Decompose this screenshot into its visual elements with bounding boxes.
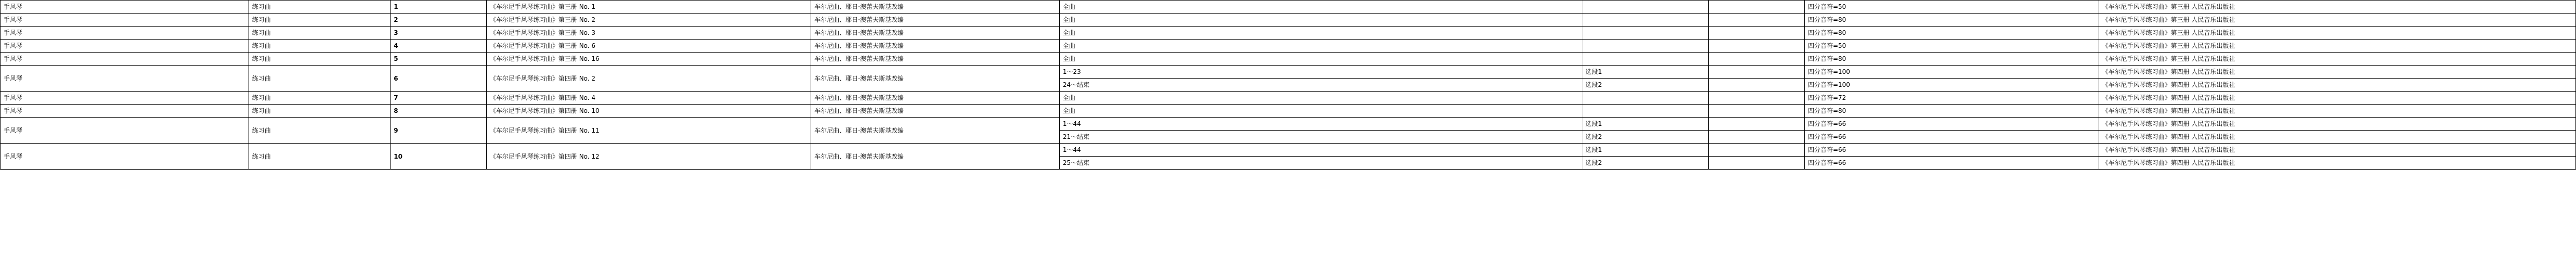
table-row[interactable] — [1, 118, 2576, 131]
cell-genre[interactable]: 练习曲 — [249, 1, 391, 14]
cell-genre[interactable]: 练习曲 — [249, 144, 391, 170]
cell-blank[interactable] — [1709, 92, 1805, 105]
cell-option[interactable]: 选段2 — [1582, 131, 1709, 144]
cell-blank[interactable] — [1709, 14, 1805, 27]
table-row[interactable] — [1, 27, 2576, 40]
cell-publisher[interactable]: 《车尔尼手风琴练习曲》第四册 人民音乐出版社 — [2099, 131, 2575, 144]
cell-blank[interactable] — [1709, 105, 1805, 118]
cell-option[interactable]: 选段1 — [1582, 144, 1709, 157]
cell-number[interactable]: 3 — [391, 27, 487, 40]
cell-tempo[interactable]: 四分音符=80 — [1804, 27, 2099, 40]
cell-number[interactable]: 10 — [391, 144, 487, 170]
cell-option[interactable] — [1582, 14, 1709, 27]
cell-composer[interactable]: 车尔尼曲、耶日·澳蕾夫斯基改编 — [811, 53, 1060, 66]
table-row[interactable] — [1, 92, 2576, 105]
cell-tempo[interactable]: 四分音符=50 — [1804, 40, 2099, 53]
table-row[interactable] — [1, 1, 2576, 14]
cell-publisher[interactable]: 《车尔尼手风琴练习曲》第三册 人民音乐出版社 — [2099, 53, 2575, 66]
cell-tempo[interactable]: 四分音符=50 — [1804, 1, 2099, 14]
cell-blank[interactable] — [1709, 53, 1805, 66]
cell-tempo[interactable]: 四分音符=100 — [1804, 79, 2099, 92]
cell-tempo[interactable]: 四分音符=66 — [1804, 118, 2099, 131]
cell-number[interactable]: 4 — [391, 40, 487, 53]
cell-option[interactable] — [1582, 92, 1709, 105]
cell-number[interactable]: 9 — [391, 118, 487, 144]
cell-publisher[interactable]: 《车尔尼手风琴练习曲》第四册 人民音乐出版社 — [2099, 118, 2575, 131]
cell-option[interactable]: 选段1 — [1582, 118, 1709, 131]
table-row[interactable] — [1, 14, 2576, 27]
cell-tempo[interactable]: 四分音符=80 — [1804, 53, 2099, 66]
cell-range[interactable]: 1～44 — [1059, 144, 1582, 157]
cell-publisher[interactable]: 《车尔尼手风琴练习曲》第四册 人民音乐出版社 — [2099, 144, 2575, 157]
cell-title[interactable]: 《车尔尼手风琴练习曲》第三册 No. 16 — [486, 53, 811, 66]
cell-tempo[interactable]: 四分音符=80 — [1804, 105, 2099, 118]
cell-instrument[interactable]: 手风琴 — [1, 14, 249, 27]
cell-tempo[interactable]: 四分音符=66 — [1804, 157, 2099, 170]
cell-range[interactable]: 全曲 — [1059, 92, 1582, 105]
table-row[interactable] — [1, 53, 2576, 66]
cell-title[interactable]: 《车尔尼手风琴练习曲》第四册 No. 11 — [486, 118, 811, 144]
cell-publisher[interactable]: 《车尔尼手风琴练习曲》第四册 人民音乐出版社 — [2099, 66, 2575, 79]
cell-title[interactable]: 《车尔尼手风琴练习曲》第四册 No. 12 — [486, 144, 811, 170]
cell-option[interactable]: 选段2 — [1582, 79, 1709, 92]
cell-number[interactable]: 7 — [391, 92, 487, 105]
cell-instrument[interactable]: 手风琴 — [1, 66, 249, 92]
cell-publisher[interactable]: 《车尔尼手风琴练习曲》第三册 人民音乐出版社 — [2099, 27, 2575, 40]
cell-blank[interactable] — [1709, 131, 1805, 144]
cell-tempo[interactable]: 四分音符=66 — [1804, 131, 2099, 144]
cell-genre[interactable]: 练习曲 — [249, 14, 391, 27]
cell-option[interactable] — [1582, 1, 1709, 14]
cell-title[interactable]: 《车尔尼手风琴练习曲》第三册 No. 3 — [486, 27, 811, 40]
cell-publisher[interactable]: 《车尔尼手风琴练习曲》第四册 人民音乐出版社 — [2099, 105, 2575, 118]
cell-range[interactable]: 全曲 — [1059, 14, 1582, 27]
cell-genre[interactable]: 练习曲 — [249, 66, 391, 92]
table-row[interactable] — [1, 144, 2576, 157]
cell-publisher[interactable]: 《车尔尼手风琴练习曲》第四册 人民音乐出版社 — [2099, 157, 2575, 170]
cell-composer[interactable]: 车尔尼曲、耶日·澳蕾夫斯基改编 — [811, 118, 1060, 144]
cell-title[interactable]: 《车尔尼手风琴练习曲》第四册 No. 2 — [486, 66, 811, 92]
cell-title[interactable]: 《车尔尼手风琴练习曲》第四册 No. 4 — [486, 92, 811, 105]
cell-tempo[interactable]: 四分音符=72 — [1804, 92, 2099, 105]
cell-title[interactable]: 《车尔尼手风琴练习曲》第三册 No. 1 — [486, 1, 811, 14]
cell-instrument[interactable]: 手风琴 — [1, 92, 249, 105]
cell-range[interactable]: 21～结束 — [1059, 131, 1582, 144]
cell-number[interactable]: 8 — [391, 105, 487, 118]
cell-option[interactable] — [1582, 27, 1709, 40]
cell-range[interactable]: 全曲 — [1059, 27, 1582, 40]
cell-range[interactable]: 全曲 — [1059, 105, 1582, 118]
table-row[interactable] — [1, 40, 2576, 53]
cell-composer[interactable]: 车尔尼曲、耶日·澳蕾夫斯基改编 — [811, 27, 1060, 40]
cell-tempo[interactable]: 四分音符=80 — [1804, 14, 2099, 27]
cell-publisher[interactable]: 《车尔尼手风琴练习曲》第四册 人民音乐出版社 — [2099, 79, 2575, 92]
cell-blank[interactable] — [1709, 79, 1805, 92]
table-row[interactable] — [1, 105, 2576, 118]
cell-blank[interactable] — [1709, 144, 1805, 157]
cell-composer[interactable]: 车尔尼曲、耶日·澳蕾夫斯基改编 — [811, 105, 1060, 118]
cell-instrument[interactable]: 手风琴 — [1, 118, 249, 144]
cell-genre[interactable]: 练习曲 — [249, 92, 391, 105]
cell-genre[interactable]: 练习曲 — [249, 105, 391, 118]
cell-publisher[interactable]: 《车尔尼手风琴练习曲》第三册 人民音乐出版社 — [2099, 14, 2575, 27]
cell-range[interactable]: 25～结束 — [1059, 157, 1582, 170]
cell-blank[interactable] — [1709, 1, 1805, 14]
cell-composer[interactable]: 车尔尼曲、耶日·澳蕾夫斯基改编 — [811, 66, 1060, 92]
cell-blank[interactable] — [1709, 27, 1805, 40]
cell-instrument[interactable]: 手风琴 — [1, 105, 249, 118]
cell-number[interactable]: 2 — [391, 14, 487, 27]
cell-instrument[interactable]: 手风琴 — [1, 40, 249, 53]
cell-publisher[interactable]: 《车尔尼手风琴练习曲》第四册 人民音乐出版社 — [2099, 92, 2575, 105]
cell-genre[interactable]: 练习曲 — [249, 40, 391, 53]
cell-option[interactable]: 选段1 — [1582, 66, 1709, 79]
cell-tempo[interactable]: 四分音符=100 — [1804, 66, 2099, 79]
cell-range[interactable]: 1～44 — [1059, 118, 1582, 131]
cell-instrument[interactable]: 手风琴 — [1, 1, 249, 14]
cell-range[interactable]: 24～结束 — [1059, 79, 1582, 92]
cell-composer[interactable]: 车尔尼曲、耶日·澳蕾夫斯基改编 — [811, 1, 1060, 14]
cell-tempo[interactable]: 四分音符=66 — [1804, 144, 2099, 157]
cell-instrument[interactable]: 手风琴 — [1, 144, 249, 170]
cell-number[interactable]: 5 — [391, 53, 487, 66]
cell-composer[interactable]: 车尔尼曲、耶日·澳蕾夫斯基改编 — [811, 14, 1060, 27]
cell-publisher[interactable]: 《车尔尼手风琴练习曲》第三册 人民音乐出版社 — [2099, 1, 2575, 14]
cell-genre[interactable]: 练习曲 — [249, 53, 391, 66]
cell-range[interactable]: 全曲 — [1059, 40, 1582, 53]
cell-option[interactable] — [1582, 105, 1709, 118]
cell-composer[interactable]: 车尔尼曲、耶日·澳蕾夫斯基改编 — [811, 144, 1060, 170]
cell-blank[interactable] — [1709, 40, 1805, 53]
cell-blank[interactable] — [1709, 118, 1805, 131]
cell-range[interactable]: 全曲 — [1059, 1, 1582, 14]
cell-option[interactable] — [1582, 40, 1709, 53]
cell-title[interactable]: 《车尔尼手风琴练习曲》第四册 No. 10 — [486, 105, 811, 118]
cell-composer[interactable]: 车尔尼曲、耶日·澳蕾夫斯基改编 — [811, 92, 1060, 105]
table-row[interactable] — [1, 66, 2576, 79]
cell-title[interactable]: 《车尔尼手风琴练习曲》第三册 No. 2 — [486, 14, 811, 27]
cell-title[interactable]: 《车尔尼手风琴练习曲》第三册 No. 6 — [486, 40, 811, 53]
cell-option[interactable]: 选段2 — [1582, 157, 1709, 170]
cell-number[interactable]: 6 — [391, 66, 487, 92]
cell-publisher[interactable]: 《车尔尼手风琴练习曲》第三册 人民音乐出版社 — [2099, 40, 2575, 53]
table-body — [1, 1, 2576, 170]
cell-genre[interactable]: 练习曲 — [249, 27, 391, 40]
cell-blank[interactable] — [1709, 157, 1805, 170]
cell-composer[interactable]: 车尔尼曲、耶日·澳蕾夫斯基改编 — [811, 40, 1060, 53]
cell-option[interactable] — [1582, 53, 1709, 66]
cell-instrument[interactable]: 手风琴 — [1, 53, 249, 66]
cell-instrument[interactable]: 手风琴 — [1, 27, 249, 40]
cell-blank[interactable] — [1709, 66, 1805, 79]
cell-number[interactable]: 1 — [391, 1, 487, 14]
cell-range[interactable]: 1～23 — [1059, 66, 1582, 79]
cell-genre[interactable]: 练习曲 — [249, 118, 391, 144]
cell-range[interactable]: 全曲 — [1059, 53, 1582, 66]
